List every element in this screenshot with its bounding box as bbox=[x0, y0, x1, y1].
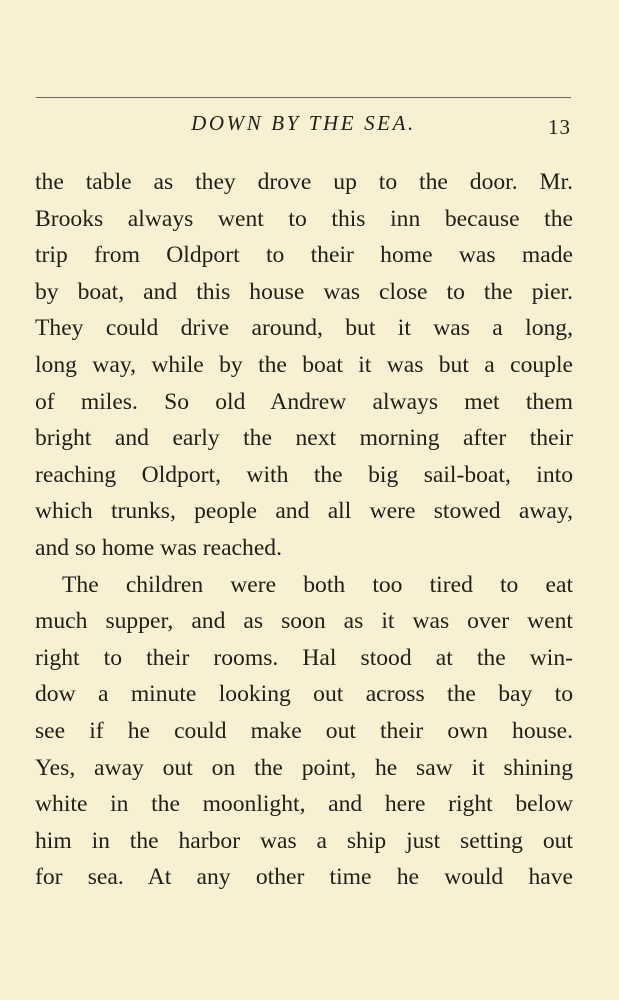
text-line: reaching Oldport, with the big sail-boat, into bbox=[35, 461, 573, 488]
text-line: Brooks always went to this inn because the bbox=[35, 205, 573, 232]
text-line: Yes, away out on the point, he saw it shining bbox=[35, 754, 573, 781]
text-line: bright and early the next morning after their bbox=[35, 425, 573, 452]
text-line: They could drive around, but it was a long, bbox=[35, 315, 573, 342]
text-line: of miles. So old Andrew always met them bbox=[35, 388, 573, 415]
body-text bbox=[35, 164, 573, 896]
text-line: much supper, and as soon as it was over went bbox=[35, 608, 573, 635]
text-line: the table as they drove up to the door. Mr. bbox=[35, 169, 573, 195]
paragraph-first-line: The children were both too tired to eat bbox=[62, 571, 573, 598]
paragraph-last-line: and so home was reached. bbox=[35, 534, 282, 561]
running-head bbox=[36, 108, 571, 144]
text-line: for sea. At any other time he would have bbox=[35, 864, 573, 891]
text-line: dow a minute looking out across the bay to bbox=[35, 681, 573, 708]
header-rule bbox=[36, 97, 571, 98]
text-line: long way, while by the boat it was but a couple bbox=[35, 351, 573, 378]
text-line: white in the moonlight, and here right below bbox=[35, 791, 573, 818]
running-title: DOWN BY THE SEA. bbox=[191, 111, 416, 135]
text-line: right to their rooms. Hal stood at the win- bbox=[35, 644, 573, 671]
text-line: trip from Oldport to their home was made bbox=[35, 242, 573, 269]
text-line: him in the harbor was a ship just setting out bbox=[35, 827, 573, 854]
text-line: by boat, and this house was close to the pier. bbox=[35, 278, 573, 305]
page-number: 13 bbox=[548, 115, 571, 139]
text-line: which trunks, people and all were stowed away, bbox=[35, 498, 573, 525]
text-line: see if he could make out their own house. bbox=[35, 717, 573, 744]
